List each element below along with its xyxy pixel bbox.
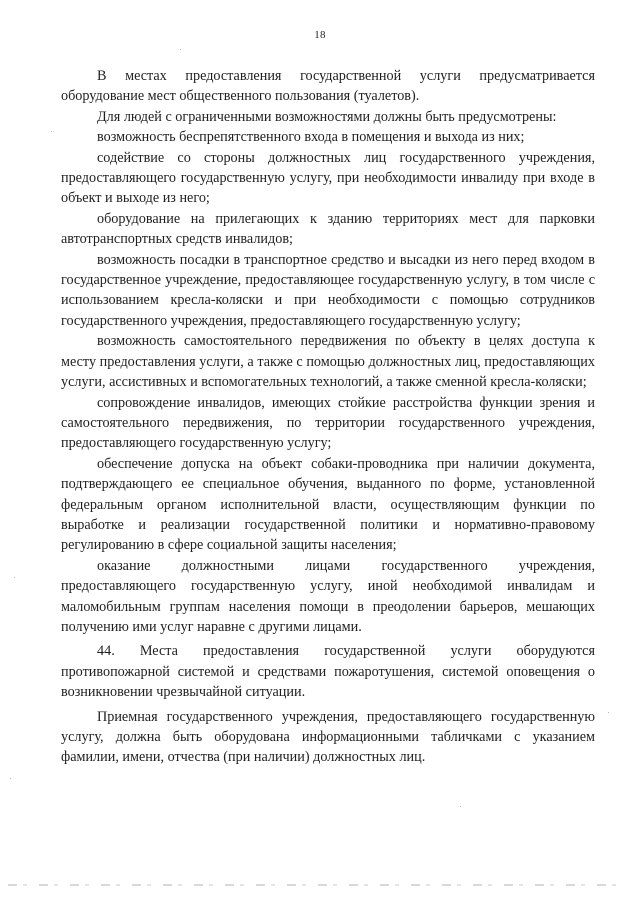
paragraph-entry-access: возможность беспрепятственного входа в помещения и выхода из них; [97,129,525,146]
paragraph-reception: Приемная государственного учреждения, предоставляющего государственную услугу, должна быть оборудована информационными табличками с указанием фамилии, имени, отчества (при наличии) должностных лиц. [61,708,595,766]
paragraph-transport-boarding: возможность посадки в транспортное средство и высадки из него перед входом в государственное учреждение, предоставляющее государственную услугу, в том числе с использованием кресла-коляски и при необходимости с помощью сотрудников государственного учреждения, предоставляющего государственную услугу; [61,251,595,329]
paragraph-item-44: 44. Места предоставления государственной услуги оборудуются противопожарной системой и средствами пожаротушения, системой оповещения о возникновении чрезвычайной ситуации. [61,643,595,701]
paragraph-guide-dog: обеспечение допуска на объект собаки-проводника при наличии документа, подтверждающего ее специальное обучения, выданного по форме, установленной федеральным органом исполнительной власти, осуществляющим функции по выработке и реализации государственной политики и нормативно-правовому регулированию в сфере социальной защиты населения; [61,455,595,554]
paragraph-disabled-intro: Для людей с ограниченными возможностями должны быть предусмотрены: [97,108,557,125]
paragraph-escort: сопровождение инвалидов, имеющих стойкие расстройства функции зрения и самостоятельного передвижения, по территории государственного учреждения, предоставляющего государственную услугу; [61,394,595,452]
page-number: 18 [314,29,326,41]
paragraph-independent-movement: возможность самостоятельного передвижения по объекту в целях доступа к месту предоставления услуги, а также с помощью должностных лиц, предоставляющих услуги, ассистивных и вспомогательных технологий, а также сменной кресла-коляски; [61,333,595,391]
paragraph-barrier-help: оказание должностными лицами государственного учреждения, предоставляющего государственную услугу, иной необходимой инвалидам и маломобильным группам населения помощи в преодолении барьеров, мешающих получению ими услуг наравне с другими лицами. [61,557,595,635]
scan-bottom-edge [8,884,628,886]
document-body [61,66,595,768]
paragraph-parking: оборудование на прилегающих к зданию территориях мест для парковки автотранспортных средств инвалидов; [61,210,595,248]
paragraph-toilets: В местах предоставления государственной услуги предусматривается оборудование мест общественного пользования (туалетов). [61,68,595,105]
paragraph-staff-assistance: содействие со стороны должностных лиц государственного учреждения, предоставляющего государственную услугу, при необходимости инвалиду при входе в объект и выходе из него; [61,149,595,207]
